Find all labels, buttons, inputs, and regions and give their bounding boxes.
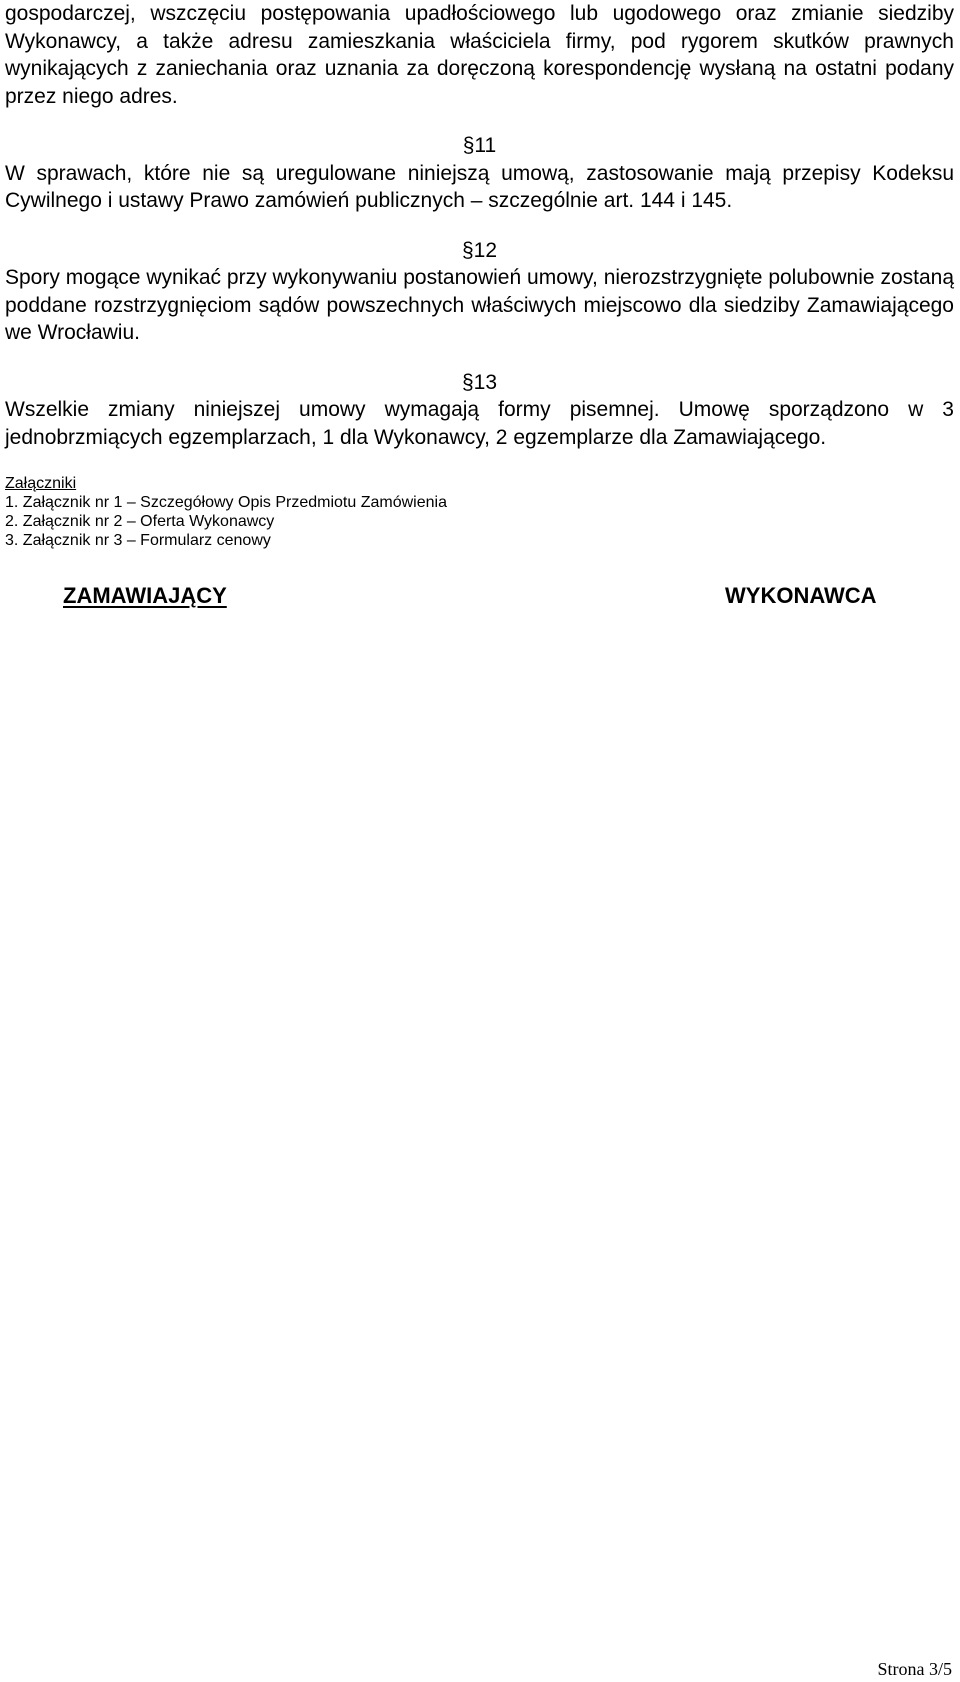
signature-zamawiajacy: ZAMAWIAJĄCY: [63, 583, 227, 608]
attachment-item: 1. Załącznik nr 1 – Szczegółowy Opis Przedmiotu Zamówienia: [5, 494, 447, 511]
section-12-text: Spory mogące wynikać przy wykonywaniu postanowień umowy, nierozstrzygnięte polubownie zostaną poddane rozstrzygnięciom sądów powszechnych właściwych miejscowo dla siedziby Zamawiającego we Wrocławiu.: [5, 266, 954, 344]
section-12-heading: §12: [461, 238, 498, 262]
attachment-item: 3. Załącznik nr 3 – Formularz cenowy: [5, 532, 271, 549]
attachments-list: [5, 474, 954, 550]
section-11-heading: §11: [462, 134, 497, 157]
section-11: [5, 132, 954, 215]
document-page: [5, 0, 954, 608]
signature-block: [5, 583, 954, 613]
attachment-item: 2. Załącznik nr 2 – Oferta Wykonawcy: [5, 513, 275, 530]
section-13-heading: §13: [461, 370, 498, 394]
attachments-title: Załączniki: [5, 475, 77, 492]
section-13: [5, 369, 954, 452]
section-13-text: Wszelkie zmiany niniejszej umowy wymagają formy pisemnej. Umowę sporządzono w 3 jednobrzmiących egzemplarzach, 1 dla Wykonawcy, 2 egzemplarze dla Zamawiającego.: [5, 398, 954, 449]
intro-paragraph: gospodarczej, wszczęciu postępowania upadłościowego lub ugodowego oraz zmianie siedziby Wykonawcy, a także adresu zamieszkania właściciela firmy, pod rygorem skutków prawnych wynikających z zaniechania oraz uznania za doręczoną korespondencję wysłaną na ostatni podany przez niego adres.: [5, 2, 954, 108]
page-number: Strona 3/5: [877, 1659, 952, 1679]
attachments-items: [5, 493, 954, 550]
section-11-text: W sprawach, które nie są uregulowane niniejszą umową, zastosowanie mają przepisy Kodeksu Cywilnego i ustawy Prawo zamówień publicznych – szczególnie art. 144 i 145.: [5, 161, 954, 212]
signature-wykonawca: WYKONAWCA: [725, 583, 877, 608]
section-12: [5, 237, 954, 347]
